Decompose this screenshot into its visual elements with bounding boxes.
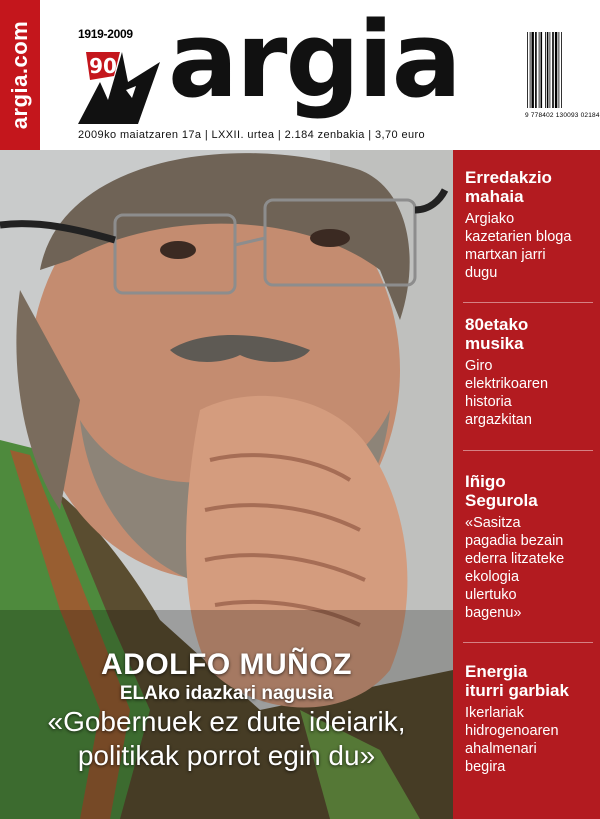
teaser-body-line: hidrogenoaren (465, 723, 559, 739)
teaser-body-line: pagadia bezain (465, 533, 564, 549)
teaser-body-line: ulertuko (465, 587, 517, 603)
teaser-body-line: ederra litzateke (465, 551, 565, 567)
teaser-body-line: kazetarien bloga (465, 229, 572, 245)
sidebar (453, 150, 600, 819)
cover-quote-line2: politikak porrot egin du» (77, 740, 376, 771)
barcode-bar (552, 32, 554, 108)
teaser-body-line: elektrikoaren (465, 376, 549, 392)
cover-person-role: ELAko idazkari nagusia (119, 683, 334, 704)
teaser-80etako-musika[interactable] (465, 315, 595, 429)
barcode-bar (555, 32, 557, 108)
teaser-title-line2: iturri garbiak (465, 681, 569, 700)
teaser-body-line: Giro (465, 358, 493, 374)
teaser-energia[interactable] (465, 662, 595, 776)
barcode-bar (532, 32, 534, 108)
cover-quote (0, 705, 453, 773)
divider (463, 302, 593, 303)
barcode-bar (535, 32, 537, 108)
magazine-logo: argia (168, 0, 460, 121)
teaser-body-line: Argiako (465, 211, 515, 227)
teaser-body-line: dugu (465, 265, 498, 281)
teaser-body-line: martxan jarri (465, 247, 546, 263)
barcode-bar (539, 32, 540, 108)
barcode-bar (530, 32, 531, 108)
barcode-bar (561, 32, 562, 108)
teaser-title-line2: musika (465, 334, 524, 353)
anniversary-logo (78, 42, 160, 124)
teaser-body-line: Ikerlariak (465, 705, 524, 721)
barcode-bar (547, 32, 549, 108)
divider (463, 450, 593, 451)
teaser-title-line1: Erredakzio (465, 168, 552, 187)
cover-quote-line1: «Gobernuek ez dute ideiarik, (47, 706, 406, 737)
teaser-body-line: argazkitan (465, 412, 532, 428)
teaser-title-line1: 80etako (465, 315, 529, 334)
barcode (526, 30, 576, 110)
teaser-inigo-segurola[interactable] (465, 472, 595, 622)
anniversary-years: 1919-2009 (78, 27, 133, 41)
teaser-body-line: begira (465, 759, 506, 775)
barcode-number: 9 778402 130093 02184 (525, 112, 600, 119)
teaser-title-line1: Energia (465, 662, 528, 681)
spine-bar (0, 0, 40, 150)
teaser-title-line2: mahaia (465, 187, 524, 206)
teaser-title-line2: Segurola (465, 491, 538, 510)
teaser-body-line: ekologia (465, 569, 520, 585)
barcode-bar (527, 32, 528, 108)
divider (463, 642, 593, 643)
teaser-body-line: historia (465, 394, 512, 410)
cover-person-name: ADOLFO MUÑOZ (101, 648, 352, 681)
anniversary-number: 90 (89, 54, 117, 78)
issue-info: 2009ko maiatzaren 17a | LXXII. urtea | 2.184 zenbakia | 3,70 euro (78, 129, 426, 141)
teaser-body-line: ahalmenari (465, 741, 537, 757)
barcode-bar (550, 32, 551, 108)
barcode-bar (559, 32, 560, 108)
teaser-body-line: «Sasitza (465, 515, 521, 531)
barcode-bar (541, 32, 543, 108)
teaser-title-line1: Iñigo (465, 472, 506, 491)
site-url[interactable]: argia.com (7, 20, 32, 130)
barcode-bar (545, 32, 546, 108)
teaser-erredakzio[interactable] (465, 168, 595, 282)
teaser-body-line: bagenu» (465, 605, 522, 621)
